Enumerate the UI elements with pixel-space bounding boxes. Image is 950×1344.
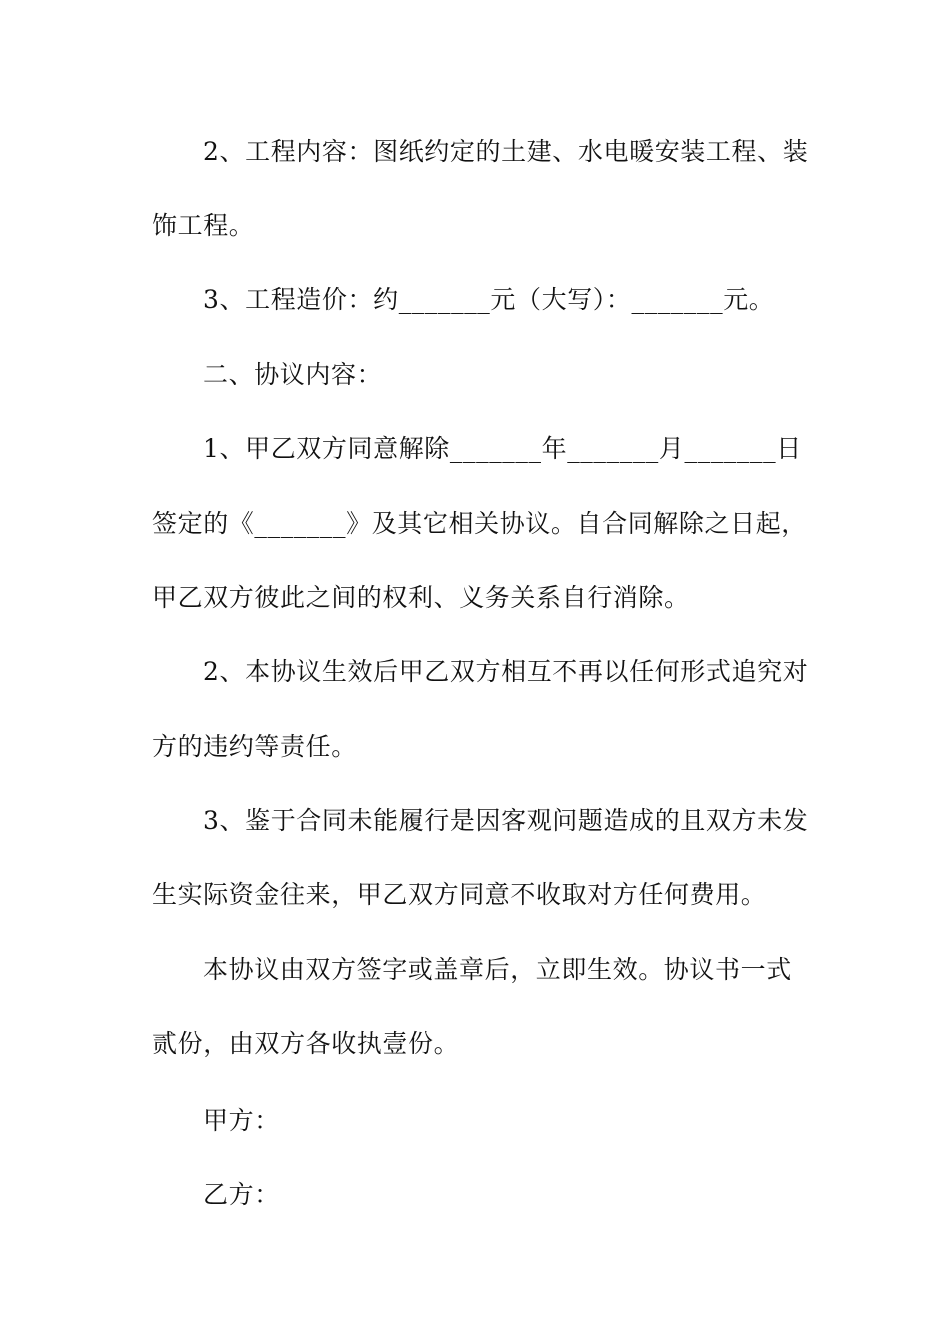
clause-2-continuation: 方的违约等责任。 <box>152 732 357 761</box>
clause-1-line: 1、甲乙双方同意解除_______年_______月_______日 <box>203 434 802 463</box>
clause-3-line: 3、鉴于合同未能履行是因客观问题造成的且双方未发 <box>203 806 809 835</box>
clause-1-continuation: 签定的《_______》及其它相关协议。自合同解除之日起， <box>152 509 807 538</box>
project-cost-line: 3、工程造价：约_______元（大写）：_______元。 <box>203 285 775 314</box>
project-content-continuation: 饰工程。 <box>152 211 255 240</box>
section-heading-agreement-content: 二、协议内容： <box>203 360 383 389</box>
clause-1-continuation: 甲乙双方彼此之间的权利、义务关系自行消除。 <box>152 583 690 612</box>
project-content-line: 2、工程内容：图纸约定的土建、水电暖安装工程、装 <box>203 137 809 166</box>
party-b-label: 乙方： <box>203 1180 280 1209</box>
effectiveness-line: 本协议由双方签字或盖章后，立即生效。协议书一式 <box>203 955 792 984</box>
clause-2-line: 2、本协议生效后甲乙双方相互不再以任何形式追究对 <box>203 657 809 686</box>
party-a-label: 甲方： <box>203 1106 280 1135</box>
clause-3-continuation: 生实际资金往来，甲乙双方同意不收取对方任何费用。 <box>152 880 767 909</box>
effectiveness-continuation: 贰份，由双方各收执壹份。 <box>152 1029 460 1058</box>
